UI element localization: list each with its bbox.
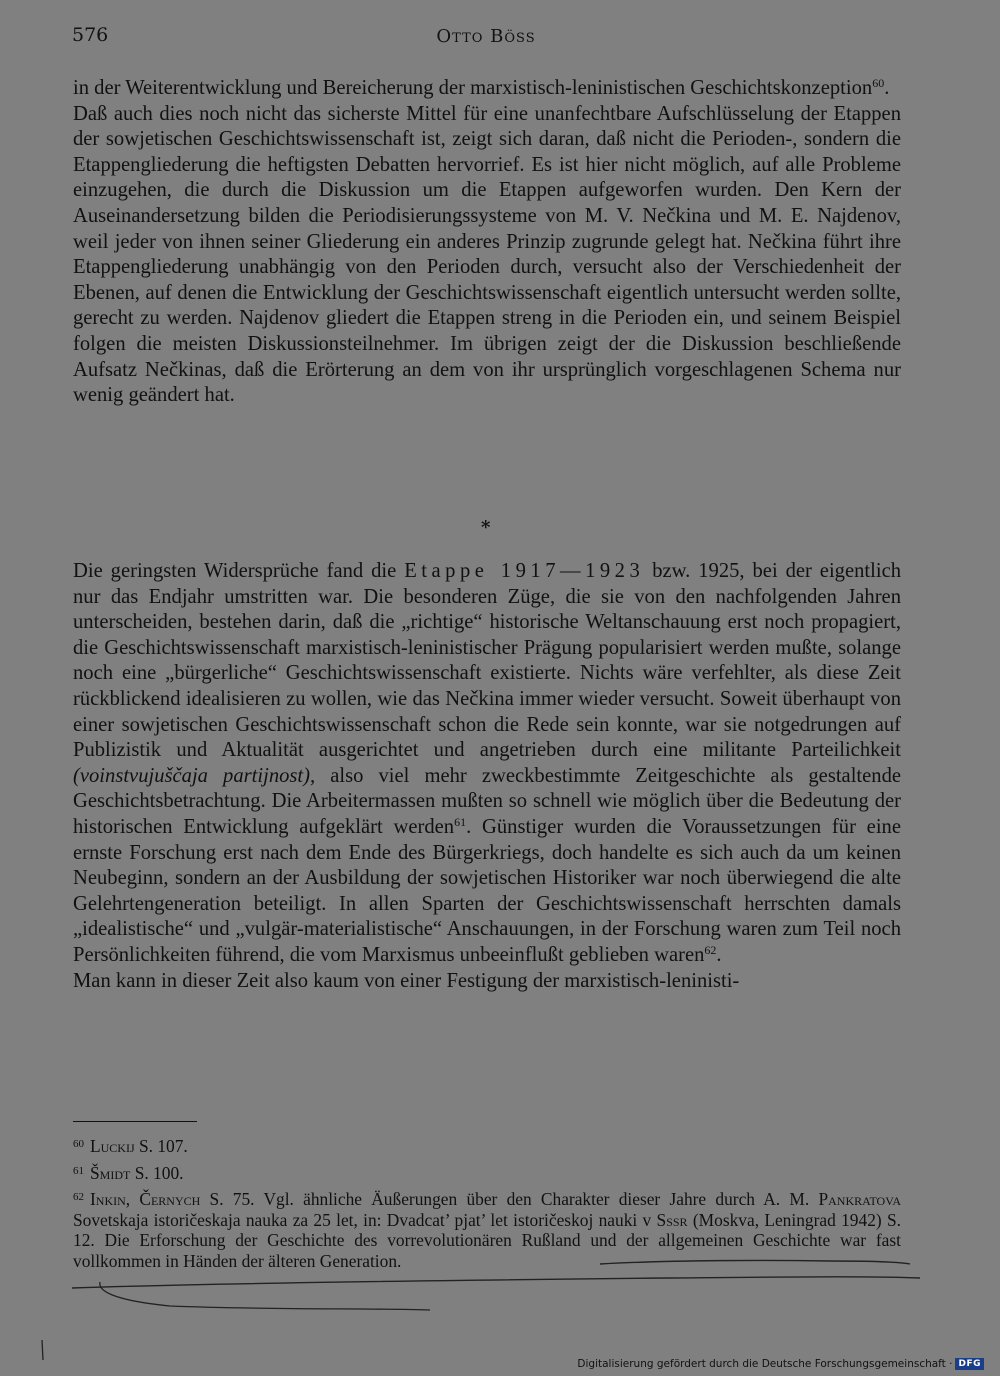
digitization-credit [577,1358,984,1370]
dfg-logo: DFG [955,1358,984,1370]
paragraph-4-text: Man kann in dieser Zeit also kaum von einer Festigung der marxistisch-leninisti- [73,969,740,992]
section-1-text [73,76,901,409]
paragraph-3-cont: also viel mehr zweckbestimmte Zeitgeschichte als gestaltende Geschichtsbetrachtung. Die Arbeitermassen mußten so schnell wie möglich über die Bedeutung der historischen Entwicklung aufgeklärt werden [73,764,902,838]
footnote-60 [73,1134,901,1157]
footnote-ref-60: 60 [872,76,885,90]
running-head: Otto Böss [436,26,536,47]
footnote-separator [73,1121,197,1122]
footnote-text: S. 107. [134,1136,188,1156]
footnote-author: Luckij [90,1136,135,1156]
footnote-ref-61: 61 [454,814,467,829]
footnote-ref-62: 62 [704,942,717,957]
paragraph-3-start: Die geringsten Widersprüche fand die [73,560,405,582]
footnote-61 [73,1161,901,1184]
footnote-text: Sovetskaja istoričeskaja nauka za 25 let, in: Dvadcat’ pjat’ let istoričeskoj nauki v [73,1209,657,1230]
margin-pen-mark [40,1340,46,1360]
footnote-abbrev: Sssr [656,1209,688,1230]
handwritten-underline-mark [70,1248,930,1318]
footnote-number: 62 [73,1191,84,1203]
paragraph-3-cont2: . Günstiger wurden die Voraussetzungen für eine ernste Forschung erst nach dem Ende des Bürgerkriegs, doch handelte es sich auch da um keinen Neubeginn, sondern an der Ausbildung der sowjetischen Historiker war noch überwiegend die alte Gelehrtengeneration beteiligt. In allen Sparten der Geschichtswissenschaft herrschten damals „idealistische“ und „vulgär-materialistische“ Anschauungen, in der Forschung waren zum Teil noch Persönlichkeiten führend, die vom Marxismus unbeeinflußt geblieben waren [73,815,901,966]
footnote-number: 60 [73,1138,84,1150]
paragraph-1-end: . [884,77,890,99]
credit-text: Digitalisierung gefördert durch die Deutsche Forschungsgemeinschaft · [577,1358,953,1370]
page-number: 576 [72,24,109,46]
paragraph-1-text: in der Weiterentwicklung und Bereicherung der marxistisch-leninistischen Geschichtskonzeption [73,77,873,99]
paragraph-1 [73,76,901,102]
footnote-number: 61 [73,1164,84,1177]
footnote-text: S. 75. Vgl. ähnliche Äußerungen über den Charakter dieser Jahre durch A. M. [200,1189,819,1209]
italic-term: (voinstvujuščaja partijnost), [73,764,316,787]
footnote-author: Inkin, Černych [90,1189,201,1209]
footnote-text: (Moskva, Leningrad 1942) S. 12. Die Erforschung der Geschichte des vorrevolutionären Rußland und der allgemeinen Geschichte war fast vollkommen in Händen der älteren Generation. [73,1209,901,1271]
footnote-text: S. 100. [130,1162,184,1183]
page-header [72,22,900,52]
footnote-author: Šmidt [90,1162,131,1183]
etappe-spaced-term: Etappe 1917—1923 [404,560,645,582]
paragraph-3 [73,559,901,969]
footnote-author: Pankratova [818,1189,902,1209]
paragraph-4 [73,969,901,995]
section-divider-asterisk: * [481,517,491,538]
paragraph-2 [73,102,901,409]
paragraph-2-text: Daß auch dies noch nicht das sicherste Mittel für eine unanfechtbare Aufschlüsselung der Etappen der sowjetischen Geschichtswissenschaft ist, zeigt sich daran, daß nicht die Perioden-, sondern die Etappengliederung die heftigsten Debatten hervorrief. Es ist hier nicht möglich, auf alle Probleme einzugehen, die durch die Diskussion um die Etappen aufgeworfen wurden. Den Kern der Auseinandersetzung bilden die Periodisierungssysteme von M. V. Nečkina und M. E. Najdenov, weil jeder von ihnen seiner Gliederung ein anderes Prinzip zugrunde gelegt hat. Nečkina führt ihre Etappengliederung unabhängig von den Perioden durch, versucht also der Verschiedenheit der Ebenen, auf denen die Entwicklung der Geschichtswissenschaft eigentlich untersucht werden sollte, gerecht zu werden. Najdenov gliedert die Etappen streng in die Perioden ein, und seinem Beispiel folgen die meisten Diskussionsteilnehmer. Im übrigen zeigt der die Diskussion beschließende Aufsatz Nečkinas, daß die Erörterung an dem von ihr ursprünglich vorgeschlagenen Schema nur wenig geändert hat. [73,102,901,407]
section-2-text [73,559,901,994]
paragraph-3-end: . [716,943,722,966]
paragraph-3-mid: bzw. 1925, bei der eigentlich nur das Endjahr umstritten war. Die besonderen Züge, die sie von den nachfolgenden Jahren unterscheiden, bestehen darin, daß die „richtige“ historische Weltanschauung erst noch propagiert, die Geschichtswissenschaft marxistisch-leninistischer Prägung popularisiert werden mußte, solange noch eine „bürgerliche“ Geschichtswissenschaft existierte. Nichts wäre verfehlter, als diese Zeit rückblickend idealisieren zu wollen, wie das Nečkina immer wieder versucht. Soweit überhaupt von einer sowjetischen Geschichtswissenschaft schon die Rede sein konnte, war sie notgedrungen auf Publizistik und Aktualität ausgerichtet und angetrieben durch eine militante Parteilichkeit [73,560,902,762]
